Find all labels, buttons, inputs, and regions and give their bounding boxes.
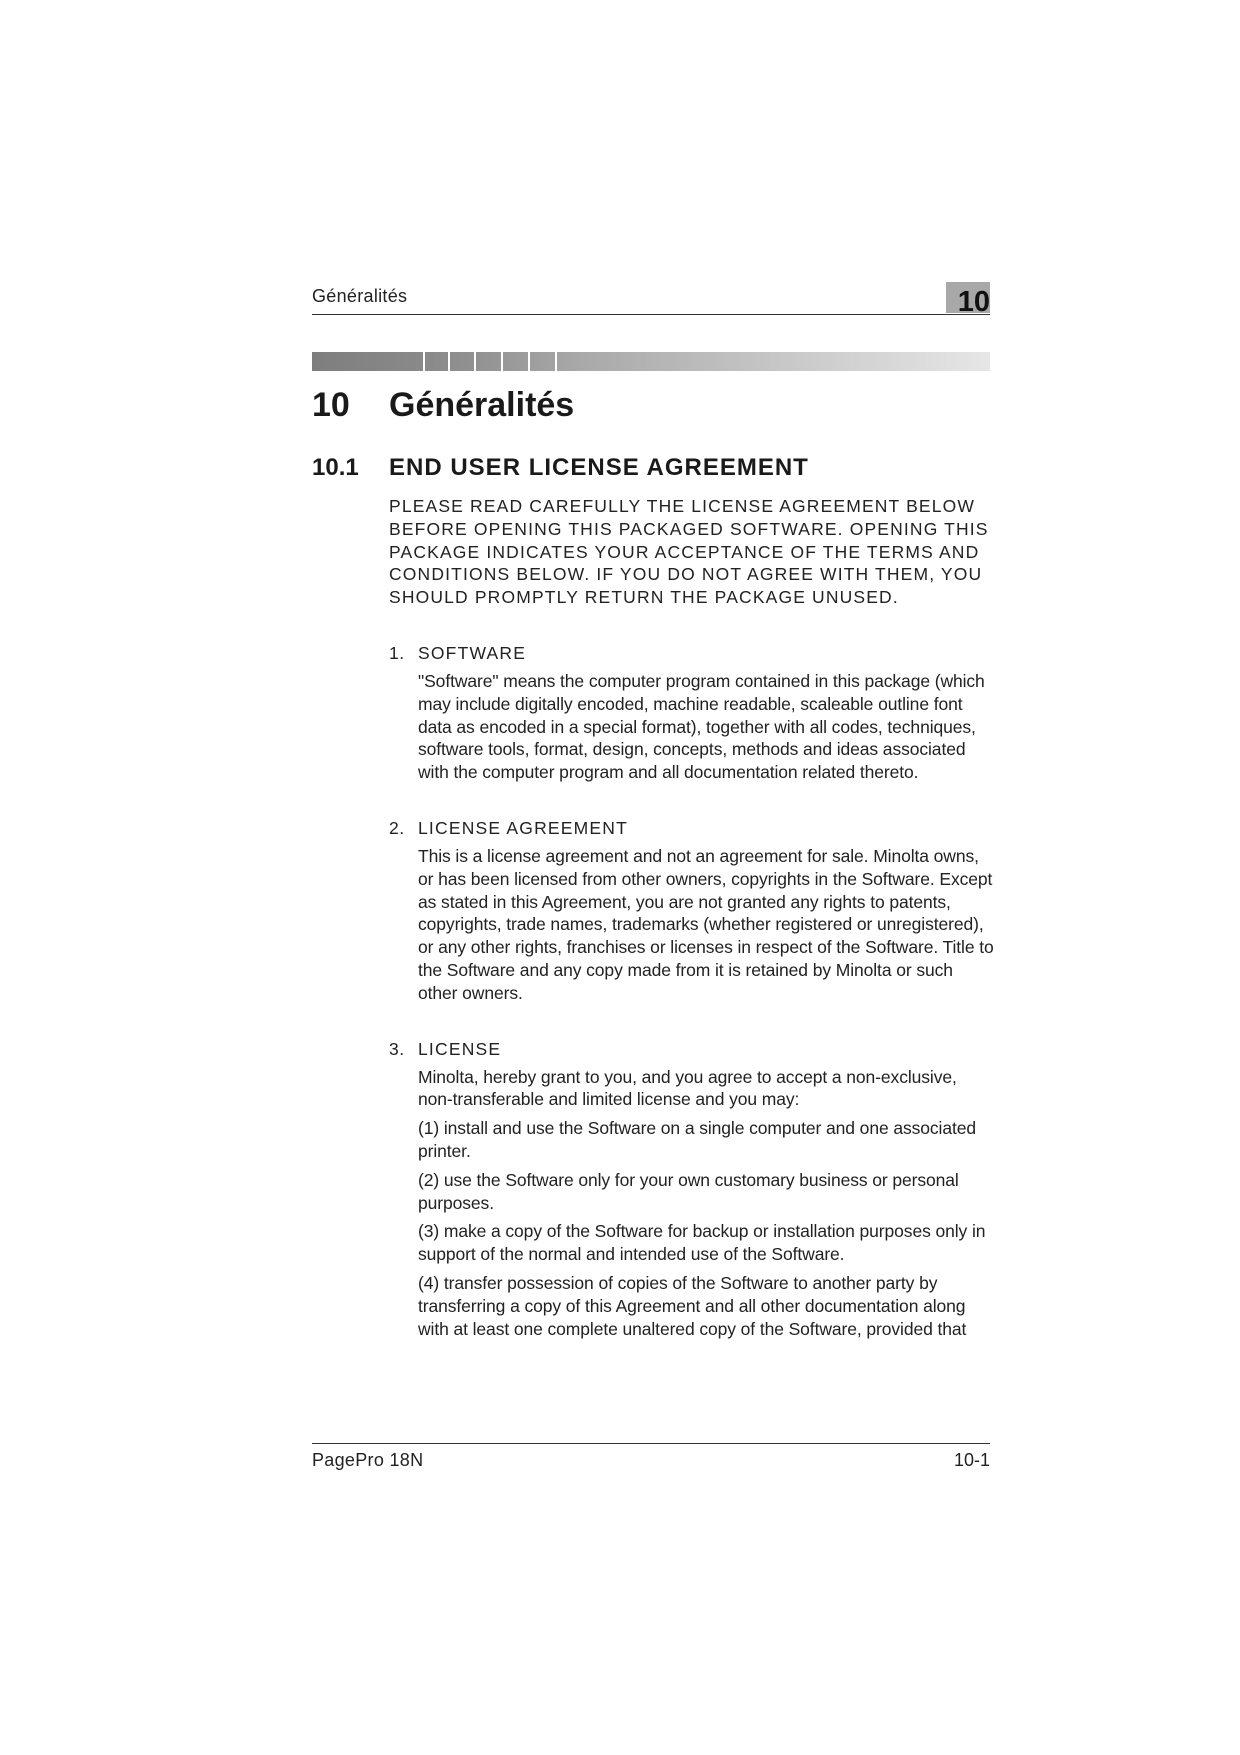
- clause-license: [389, 1038, 995, 1341]
- clause-body: [418, 1066, 995, 1341]
- clause-number: 3.: [389, 1038, 405, 1059]
- footer-product-name: PagePro 18N: [312, 1450, 424, 1470]
- clause-label: LICENSE: [418, 1038, 502, 1059]
- section-number: 10.1: [312, 454, 359, 481]
- clause-license-agreement: [389, 817, 995, 1005]
- chapter-title: Généralités: [389, 386, 575, 424]
- bar-divider: [528, 352, 530, 371]
- clause-heading: [389, 1038, 995, 1060]
- clause-paragraph: (2) use the Software only for your own customary business or personal purposes.: [418, 1169, 959, 1213]
- chapter-number: 10: [312, 386, 350, 424]
- clause-paragraph: This is a license agreement and not an agreement for sale. Minolta owns, or has been licensed from other owners, copyrights in the Software. Except as stated in this Agreement, you are not granted any rights to patents, copyrights, trade names, trademarks (whether registered or unregistered), or any other rights, franchises or licenses in respect of the Software. Title to the Software and any copy made from it is retained by Minolta or such other owners.: [418, 845, 994, 1003]
- clause-heading: [389, 642, 995, 664]
- clause-label: LICENSE AGREEMENT: [418, 817, 629, 838]
- clause-label: SOFTWARE: [418, 642, 527, 663]
- running-header: [312, 284, 990, 318]
- footer-page-number: 10-1: [953, 1450, 990, 1470]
- clause-heading: [389, 817, 995, 839]
- section-title: END USER LICENSE AGREEMENT: [389, 454, 809, 481]
- clause-paragraph: (4) transfer possession of copies of the Software to another party by transferring a copy of this Agreement and all other documentation along with at least one complete unaltered copy of the Software, provided that: [418, 1272, 967, 1339]
- clause-paragraph: (3) make a copy of the Software for backup or installation purposes only in support of the normal and intended use of the Software.: [418, 1221, 986, 1265]
- clause-paragraph: "Software" means the computer program contained in this package (which may include digitally encoded, machine readable, scaleable outline font data as encoded in a special format), together with all codes, techniques, software tools, format, design, concepts, methods and ideas associated with the computer program and all documentation related thereto.: [418, 670, 985, 783]
- bar-divider: [448, 352, 450, 371]
- bar-divider: [501, 352, 503, 371]
- clause-body: [418, 670, 995, 784]
- clause-body: [418, 845, 995, 1005]
- bar-divider: [555, 352, 557, 371]
- running-footer: [312, 1443, 990, 1474]
- clause-number: 1.: [389, 642, 405, 663]
- clause-software: [389, 642, 995, 784]
- bar-divider: [423, 352, 425, 371]
- chapter-tab-number: 10: [957, 286, 990, 318]
- clause-paragraph: (1) install and use the Software on a single computer and one associated printer.: [418, 1118, 977, 1161]
- running-header-title: Généralités: [312, 286, 408, 306]
- body-text: [389, 495, 995, 1340]
- clause-paragraph: Minolta, hereby grant to you, and you agree to accept a non-exclusive, non-transferable and limited license and you may:: [418, 1066, 957, 1110]
- bar-divider: [474, 352, 476, 371]
- decorative-gradient-bar: [312, 352, 990, 371]
- clause-number: 2.: [389, 817, 405, 838]
- intro-paragraph: PLEASE READ CAREFULLY THE LICENSE AGREEMENT BELOW BEFORE OPENING THIS PACKAGED SOFTWARE. OPENING THIS PACKAGE INDICATES YOUR ACCEPTANCE OF THE TERMS AND CONDITIONS BELOW. IF YOU DO NOT AGREE WITH THEM, YOU SHOULD PROMPTLY RETURN THE PACKAGE UNUSED.: [389, 496, 989, 608]
